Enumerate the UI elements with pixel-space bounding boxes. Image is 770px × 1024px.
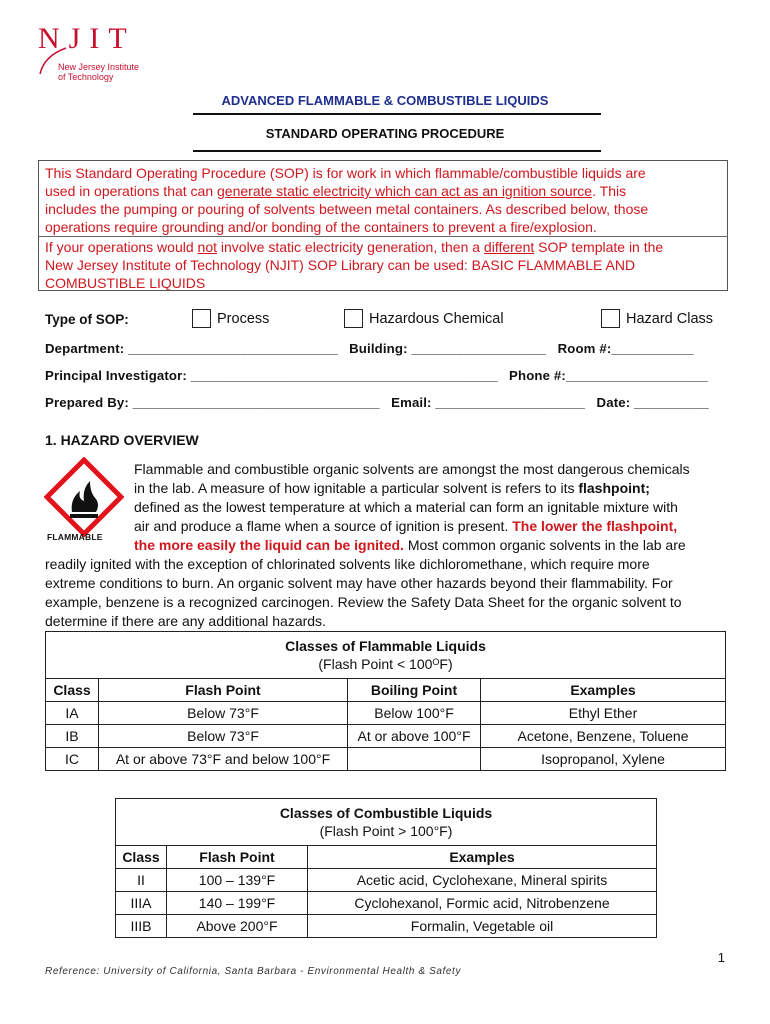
table-cell: IIIB [116, 915, 167, 938]
intro-line-7: COMBUSTIBLE LIQUIDS [45, 275, 206, 291]
table-cell: 140 – 199°F [167, 892, 308, 915]
table-title: Classes of Flammable Liquids [285, 638, 486, 654]
emphasis-text: the more easily the liquid can be ignited. [134, 537, 404, 553]
paragraph-line: defined as the lowest temperature at which a material can form an ignitable mixture with [134, 499, 678, 515]
table-cell: IC [46, 748, 99, 771]
table-cell: At or above 73°F and below 100°F [99, 748, 348, 771]
logo-line-2: of Technology [58, 72, 114, 82]
table-row [46, 725, 726, 748]
table-subtitle: (Flash Point > 100°F) [319, 823, 453, 839]
emphasis-text: The lower the flashpoint, [512, 518, 678, 534]
table-cell: 100 – 139°F [167, 869, 308, 892]
hazardous-chemical-checkbox[interactable] [344, 309, 363, 328]
table-cell: Above 200°F [167, 915, 308, 938]
degree-sup: O [432, 657, 440, 667]
table-row [116, 915, 657, 938]
table-cell: Isopropanol, Xylene [481, 748, 726, 771]
paragraph-text: in the lab. A measure of how ignitable a particular solvent is refers to its [134, 480, 579, 496]
flashpoint-term: flashpoint; [578, 480, 650, 496]
intro-line-2 [45, 182, 725, 200]
sop-type-label: Type of SOP: [45, 312, 129, 327]
column-header: Flash Point [167, 846, 308, 869]
process-checkbox[interactable] [192, 309, 211, 328]
njit-logo: NJIT [38, 22, 136, 55]
intro-divider [38, 236, 728, 237]
table-row [46, 748, 726, 771]
table-cell: Below 73°F [99, 702, 348, 725]
table-cell: Cyclohexanol, Formic acid, Nitrobenzene [308, 892, 657, 915]
combustible-liquids-table [115, 798, 657, 938]
prepared-email-date-row[interactable]: Prepared By: _________________________________ Email: ____________________ Date: __________ [45, 395, 709, 410]
column-header: Class [116, 846, 167, 869]
hazard-class-option-label: Hazard Class [626, 311, 714, 327]
table-cell: IIIA [116, 892, 167, 915]
intro-line-3: includes the pumping or pouring of solvents between metal containers. As described below, those [45, 201, 649, 217]
table-subtitle: (Flash Point < 100 [318, 656, 433, 672]
paragraph-line [134, 517, 726, 536]
paragraph-line: readily ignited with the exception of chlorinated solvents like dichloromethane, which require more [45, 556, 650, 572]
table-cell: II [116, 869, 167, 892]
intro-text: . This [592, 183, 627, 199]
section-heading: 1. HAZARD OVERVIEW [45, 432, 199, 448]
intro-line-1: This Standard Operating Procedure (SOP) is for work in which flammable/combustible liquids are [45, 165, 646, 181]
hazard-class-checkbox[interactable] [601, 309, 620, 328]
table-cell: Acetic acid, Cyclohexane, Mineral spirits [308, 869, 657, 892]
hazard-paragraph-full [45, 555, 726, 631]
intro-text: SOP template in the [534, 239, 664, 255]
paragraph-text: air and produce a flame when a source of ignition is present. [134, 518, 513, 534]
intro-underlined: different [483, 239, 535, 255]
flammable-liquids-table [45, 631, 726, 771]
intro-text: If your operations would [45, 239, 198, 255]
table-cell: Acetone, Benzene, Toluene [481, 725, 726, 748]
table-cell: IA [46, 702, 99, 725]
column-header: Examples [481, 679, 726, 702]
paragraph-line: Flammable and combustible organic solvents are amongst the most dangerous chemicals [134, 461, 690, 477]
flammable-pictogram-icon [44, 457, 124, 537]
pi-phone-row[interactable]: Principal Investigator: _________________________________________ Phone #:___________________ [45, 368, 709, 383]
pictogram-label: FLAMMABLE [47, 532, 103, 542]
intro-underlined: generate static electricity which can act as an ignition source [217, 183, 593, 199]
process-option-label: Process [217, 311, 270, 327]
subtitle-rule [193, 150, 601, 152]
column-header: Examples [308, 846, 657, 869]
intro-text: used in operations that can [45, 183, 218, 199]
table-caption [46, 632, 726, 679]
column-header: Boiling Point [348, 679, 481, 702]
document-subtitle: STANDARD OPERATING PROCEDURE [265, 126, 505, 141]
table-subtitle: F) [439, 656, 453, 672]
page-number: 1 [717, 950, 725, 965]
hazardous-chemical-option-label: Hazardous Chemical [369, 311, 504, 327]
title-rule [193, 113, 601, 115]
paragraph-line: determine if there are any additional hazards. [45, 613, 326, 629]
table-caption [116, 799, 657, 846]
column-header: Flash Point [99, 679, 348, 702]
table-cell: Formalin, Vegetable oil [308, 915, 657, 938]
table-cell: Below 100°F [348, 702, 481, 725]
column-header: Class [46, 679, 99, 702]
paragraph-line: extreme conditions to burn. An organic solvent may have other hazards beyond their flammability. For [45, 575, 673, 591]
reference-footer: Reference: University of California, Santa Barbara - Environmental Health & Safety [45, 966, 462, 977]
table-title: Classes of Combustible Liquids [279, 805, 493, 821]
table-cell: Ethyl Ether [481, 702, 726, 725]
intro-underlined: not [197, 239, 217, 255]
hazard-paragraph-wrapped [134, 460, 726, 555]
paragraph-line [134, 479, 726, 498]
document-title: ADVANCED FLAMMABLE & COMBUSTIBLE LIQUIDS [221, 93, 549, 108]
paragraph-line: example, benzene is a recognized carcinogen. Review the Safety Data Sheet for the organic solvent to [45, 594, 682, 610]
intro-line-6: New Jersey Institute of Technology (NJIT) SOP Library can be used: BASIC FLAMMABLE AND [45, 257, 636, 273]
table-row [46, 702, 726, 725]
table-cell: At or above 100°F [348, 725, 481, 748]
department-building-room-row[interactable]: Department: ____________________________ Building: __________________ Room #:___________ [45, 341, 694, 356]
table-cell: IB [46, 725, 99, 748]
table-cell: Below 73°F [99, 725, 348, 748]
table-row [116, 869, 657, 892]
intro-line-5 [45, 238, 725, 256]
intro-line-4: operations require grounding and/or bonding of the containers to prevent a fire/explosion. [45, 219, 597, 235]
paragraph-line [134, 536, 726, 555]
table-row [116, 892, 657, 915]
logo-tagline [58, 62, 139, 82]
logo-line-1: New Jersey Institute [58, 62, 140, 72]
paragraph-text: Most common organic solvents in the lab are [403, 537, 686, 553]
intro-text: involve static electricity generation, then a [217, 239, 484, 255]
table-cell [348, 748, 481, 771]
